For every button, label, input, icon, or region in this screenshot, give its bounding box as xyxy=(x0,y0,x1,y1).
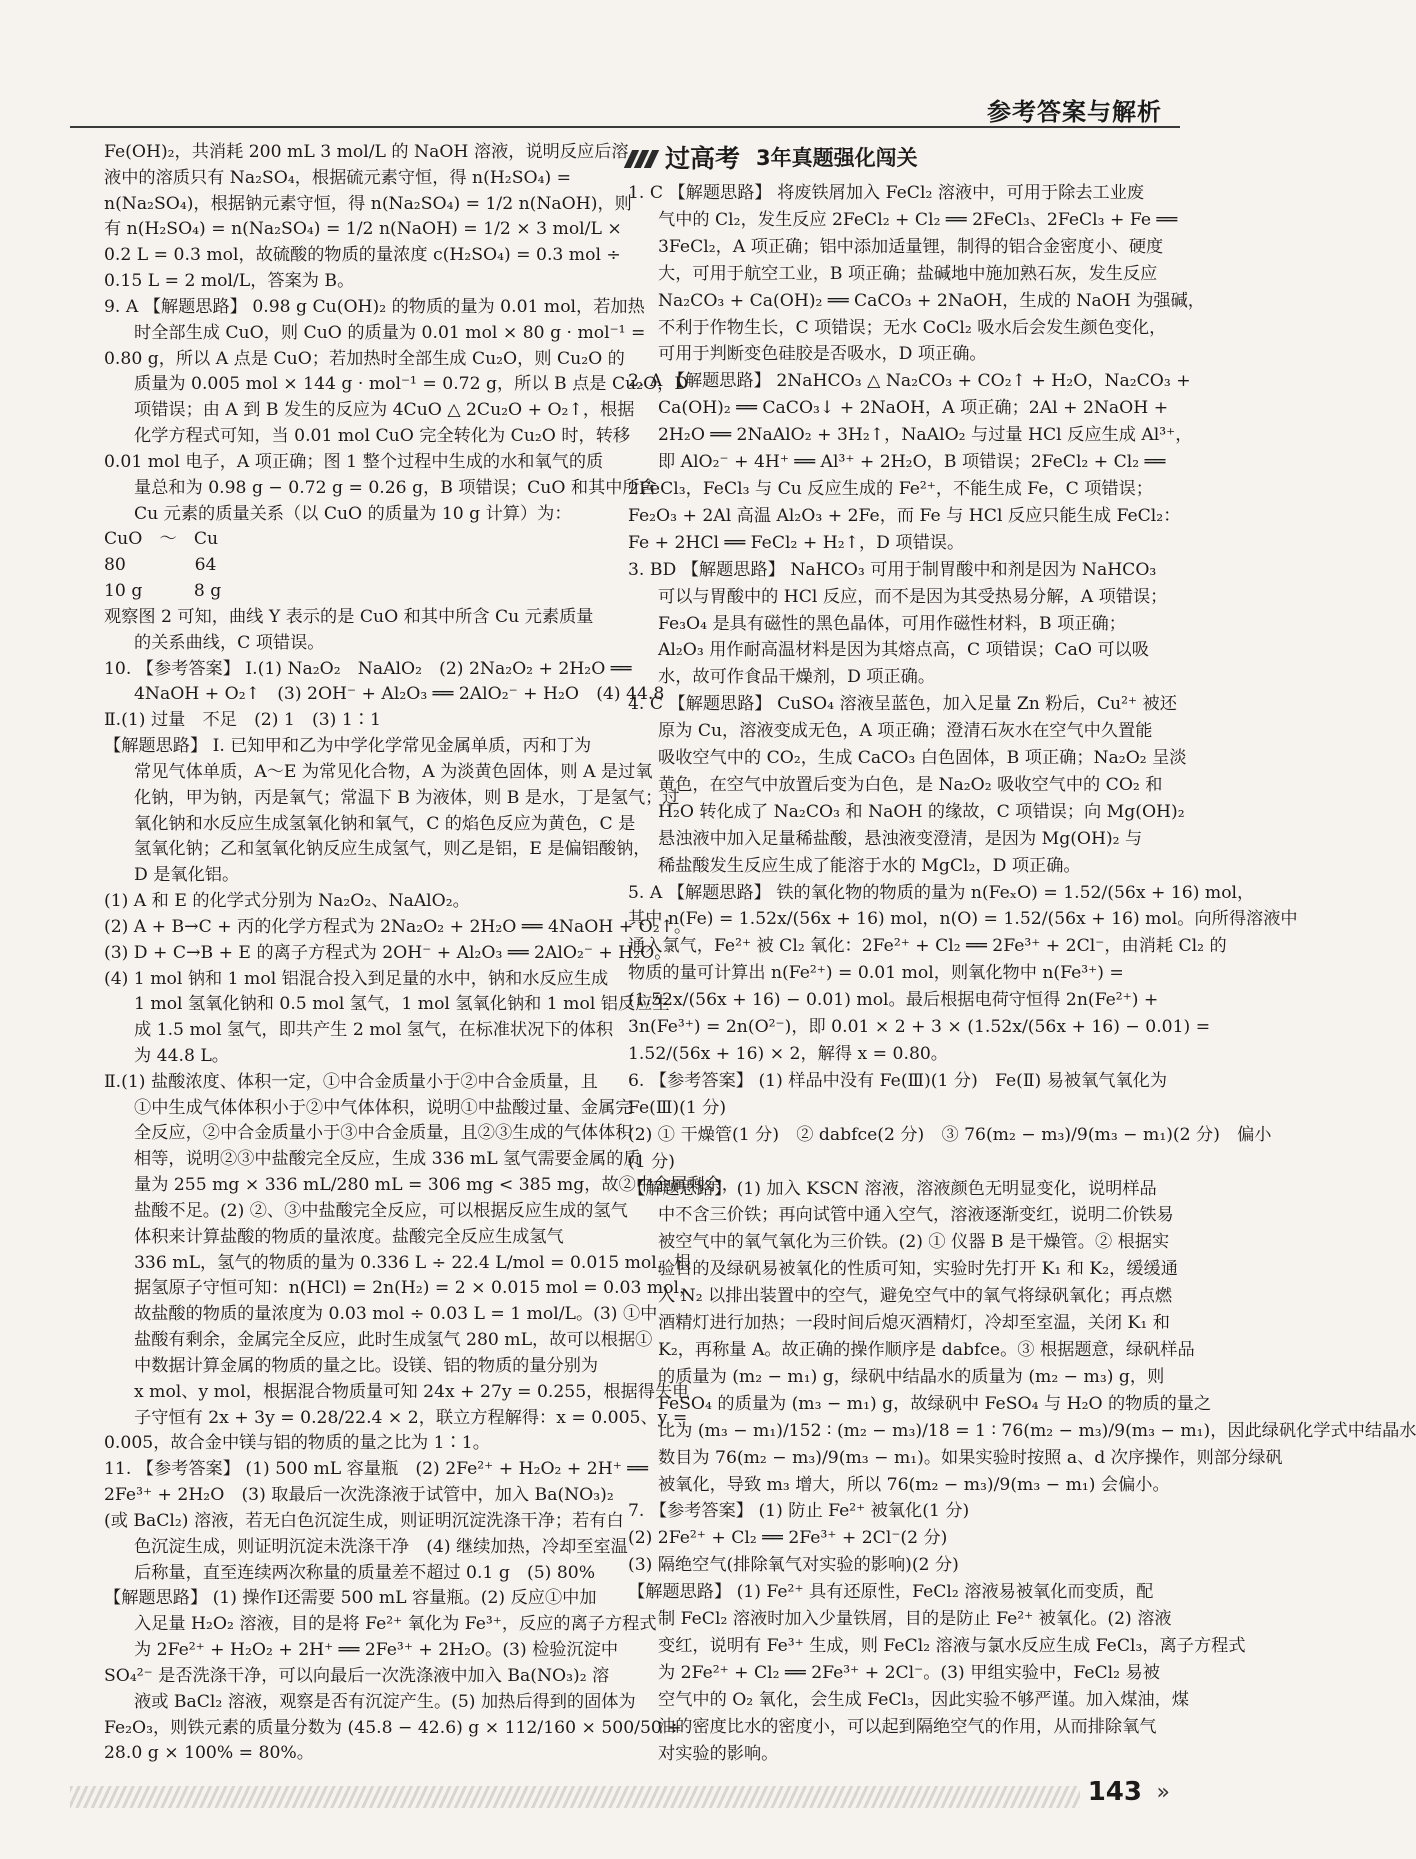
left_column-line: 1 mol 氢氧化钠和 0.5 mol 氢气，1 mol 氢氧化钠和 1 mol 铝反应生 xyxy=(134,994,670,1015)
left_column-line: 336 mL，氢气的物质的量为 0.336 L ÷ 22.4 L/mol = 0.015 mol，根 xyxy=(134,1252,692,1273)
left_column-line: 28.0 g × 100% = 80%。 xyxy=(104,1743,314,1764)
section-subtitle: 3年真题强化闯关 xyxy=(756,146,918,171)
right_column-line: 的质量为 (m₂ − m₁) g，绿矾中结晶水的质量为 (m₂ − m₃) g，则 xyxy=(658,1366,1165,1387)
right_column-line: 水，故可作食品干燥剂，D 项正确。 xyxy=(658,667,936,688)
left_column-line: 0.2 L = 0.3 mol，故硫酸的物质的量浓度 c(H₂SO₄) = 0.3 mol ÷ xyxy=(104,245,621,266)
left_column-line: 观察图 2 可知，曲线 Y 表示的是 CuO 和其中所含 Cu 元素质量 xyxy=(104,606,594,627)
left_column-line: CuO ～ Cu xyxy=(104,529,219,550)
right_column-line: 稀盐酸发生反应生成了能溶于水的 MgCl₂，D 项正确。 xyxy=(658,855,1081,876)
right_column-line: Fe + 2HCl ══ FeCl₂ + H₂↑，D 项错误。 xyxy=(628,532,965,553)
left_column-line: (或 BaCl₂) 溶液，若无白色沉淀生成，则证明沉淀洗涤干净；若有白 xyxy=(104,1510,624,1531)
section-banner xyxy=(628,140,1164,178)
header-title: 参考答案与解析 xyxy=(987,98,1162,126)
right_column-line: 可用于判断变色硅胶是否吸水，D 项正确。 xyxy=(658,344,987,365)
right_column-line: 变红，说明有 Fe³⁺ 生成，则 FeCl₂ 溶液与氯水反应生成 FeCl₃，离子方程式 xyxy=(658,1635,1246,1656)
page-number: 143 xyxy=(1087,1777,1142,1807)
right_column-line: 悬浊液中加入足量稀盐酸，悬浊液变澄清，是因为 Mg(OH)₂ 与 xyxy=(658,828,1143,849)
right_column-line: H₂O 转化成了 Na₂CO₃ 和 NaOH 的缘故，C 项错误；向 Mg(OH)₂ xyxy=(658,801,1185,822)
right_column-line: 制 FeCl₂ 溶液时加入少量铁屑，目的是防止 Fe²⁺ 被氧化。(2) 溶液 xyxy=(658,1609,1172,1630)
left_column-line: Ⅱ.(1) 过量 不足 (2) 1 (3) 1∶1 xyxy=(104,710,381,731)
left_column-line: 为 2Fe²⁺ + H₂O₂ + 2H⁺ ══ 2Fe³⁺ + 2H₂O。(3) 检验沉淀中 xyxy=(134,1640,619,1661)
left_column-line: 质量为 0.005 mol × 144 g · mol⁻¹ = 0.72 g，所以 B 点是 Cu₂O，D xyxy=(134,374,689,395)
left_column-line: Cu 元素的质量关系（以 CuO 的质量为 10 g 计算）为： xyxy=(134,503,572,524)
left_column-line: 4NaOH + O₂↑ (3) 2OH⁻ + Al₂O₃ ══ 2AlO₂⁻ + H₂O (4) 44.8 xyxy=(134,684,665,705)
right_column-line: 可以与胃酸中的 HCl 反应，而不是因为其受热易分解，A 项错误； xyxy=(658,586,1168,607)
right_column-line: 空气中的 O₂ 氧化，会生成 FeCl₃，因此实验不够严谨。加入煤油，煤 xyxy=(658,1689,1189,1710)
left_column-line: 有 n(H₂SO₄) = n(Na₂SO₄) = 1/2 n(NaOH) = 1/2 × 3 mol/L × xyxy=(104,219,622,240)
right_column-line: 油的密度比水的密度小，可以起到隔绝空气的作用，从而排除氧气 xyxy=(658,1716,1157,1737)
left_column-line: (3) D + C→B + E 的离子方程式为 2OH⁻ + Al₂O₃ ══ 2AlO₂⁻ + H₂O。 xyxy=(104,942,672,963)
right_column-line: 通入氯气，Fe²⁺ 被 Cl₂ 氧化：2Fe²⁺ + Cl₂ ══ 2Fe³⁺ + 2Cl⁻，由消耗 Cl₂ 的 xyxy=(628,936,1227,957)
right_column-line: 黄色，在空气中放置后变为白色，是 Na₂O₂ 吸收空气中的 CO₂ 和 xyxy=(658,774,1163,795)
left_column-line: 盐酸有剩余，金属完全反应，此时生成氢气 280 mL，故可以根据① xyxy=(134,1330,653,1351)
left_column-line: 氢氧化钠；乙和氢氧化钠反应生成氢气，则乙是铝，E 是偏铝酸钠， xyxy=(134,839,651,860)
left_column-line: 化钠，甲为钠，丙是氧气；常温下 B 为液体，则 B 是水，丁是氢气；过 xyxy=(134,787,680,808)
left_column-line: 量为 255 mg × 336 mL/280 mL = 306 mg < 385 mg，故②中金属剩余， xyxy=(134,1175,739,1196)
left_column-line: 10. 【参考答案】 Ⅰ.(1) Na₂O₂ NaAlO₂ (2) 2Na₂O₂ + 2H₂O ══ xyxy=(104,658,632,679)
right_column-line: 被空气中的氧气氧化为三价铁。(2) ① 仪器 B 是干燥管。② 根据实 xyxy=(658,1232,1170,1253)
left_column-line: 的关系曲线，C 项错误。 xyxy=(134,632,325,653)
right_column-line: Fe(Ⅲ)(1 分) xyxy=(628,1097,727,1118)
right_column-line: 被氧化，导致 m₃ 增大，所以 76(m₂ − m₃)/9(m₃ − m₁) 会偏小。 xyxy=(658,1474,1170,1495)
left_column-line: 【解题思路】 (1) 操作Ⅰ还需要 500 mL 容量瓶。(2) 反应①中加 xyxy=(104,1588,597,1609)
right_column-line: 酒精灯进行加热；一段时间后熄灭酒精灯，冷却至室温，关闭 K₁ 和 xyxy=(658,1313,1170,1334)
right_column-line: (1 分) xyxy=(628,1151,675,1172)
right_column-line: 2FeCl₃，FeCl₃ 与 Cu 反应生成的 Fe²⁺，不能生成 Fe，C 项错误； xyxy=(628,478,1153,499)
left_column-line: 9. A 【解题思路】 0.98 g Cu(OH)₂ 的物质的量为 0.01 mol，若加热 xyxy=(104,296,645,317)
left_column-line: 色沉淀生成，则证明沉淀未洗涤干净 (4) 继续加热，冷却至室温 xyxy=(134,1536,628,1557)
right_column-line: 中不含三价铁；再向试管中通入空气，溶液逐渐变红，说明二价铁易 xyxy=(658,1205,1174,1226)
left_column-line: x mol、y mol，根据混合物质量可知 24x + 27y = 0.255，根据得失电 xyxy=(134,1381,690,1402)
right_column-line: Fe₂O₃ + 2Al 高温 Al₂O₃ + 2Fe，而 Fe 与 HCl 反应只能生成 FeCl₂： xyxy=(628,505,1181,526)
footer-stripe xyxy=(70,1786,1080,1808)
right_column-line: 4. C 【解题思路】 CuSO₄ 溶液呈蓝色，加入足量 Zn 粉后，Cu²⁺ 被还 xyxy=(628,694,1177,715)
right_column-line: 大，可用于航空工业，B 项正确；盐碱地中施加熟石灰，发生反应 xyxy=(658,263,1158,284)
left_column-line: 盐酸不足。(2) ②、③中盐酸完全反应，可以根据反应生成的氢气 xyxy=(134,1200,628,1221)
right_column-line: 对实验的影响。 xyxy=(658,1743,779,1764)
right_column-line: 验目的及绿矾易被氧化的性质可知，实验时先打开 K₁ 和 K₂，缓缓通 xyxy=(658,1259,1178,1280)
right_column-line: 物质的量可计算出 n(Fe²⁺) = 0.01 mol，则氧化物中 n(Fe³⁺) = xyxy=(628,963,1124,984)
left_column-line: Ⅱ.(1) 盐酸浓度、体积一定，①中合金质量小于②中合金质量，且 xyxy=(104,1071,598,1092)
banner-stripes-icon xyxy=(628,150,655,168)
left_column-line: 化学方程式可知，当 0.01 mol CuO 完全转化为 Cu₂O 时，转移 xyxy=(134,426,631,447)
left_column-line: 0.01 mol 电子，A 项正确；图 1 整个过程中生成的水和氧气的质 xyxy=(104,451,604,472)
left_column-line: (4) 1 mol 钠和 1 mol 铝混合投入到足量的水中，钠和水反应生成 xyxy=(104,968,609,989)
right_column-line: 即 AlO₂⁻ + 4H⁺ ══ Al³⁺ + 2H₂O，B 项错误；2FeCl₂ + Cl₂ ══ xyxy=(658,452,1166,473)
right_column-line: Ca(OH)₂ ══ CaCO₃↓ + 2NaOH，A 项正确；2Al + 2NaOH + xyxy=(658,398,1169,419)
right_column-line: 其中 n(Fe) = 1.52x/(56x + 16) mol，n(O) = 1.52/(56x + 16) mol。向所得溶液中 xyxy=(628,909,1298,930)
right_column-line: (2) 2Fe²⁺ + Cl₂ ══ 2Fe³⁺ + 2Cl⁻(2 分) xyxy=(628,1528,948,1549)
right_column-line: (2) ① 干燥管(1 分) ② dabfce(2 分) ③ 76(m₂ − m₃)/9(m₃ − m₁)(2 分) 偏小 xyxy=(628,1124,1272,1145)
left_column-line: 【解题思路】 Ⅰ. 已知甲和乙为中学化学常见金属单质，丙和丁为 xyxy=(104,736,592,757)
right_column-line: 入 N₂ 以排出装置中的空气，避免空气中的氧气将绿矾氧化；再点燃 xyxy=(658,1286,1173,1307)
right_column-line: 原为 Cu，溶液变成无色，A 项正确；澄清石灰水在空气中久置能 xyxy=(658,721,1153,742)
right_column-line: (3) 隔绝空气(排除氧气对实验的影响)(2 分) xyxy=(628,1555,959,1576)
right_column-line: 7. 【参考答案】 (1) 防止 Fe²⁺ 被氧化(1 分) xyxy=(628,1501,970,1522)
right_column-line: 【解题思路】 (1) 加入 KSCN 溶液，溶液颜色无明显变化，说明样品 xyxy=(628,1178,1157,1199)
left_column-line: 0.15 L = 2 mol/L，答案为 B。 xyxy=(104,271,355,292)
right_column-line: 吸收空气中的 CO₂，生成 CaCO₃ 白色固体，B 项正确；Na₂O₂ 呈淡 xyxy=(658,748,1187,769)
next-arrow-icon: » xyxy=(1156,1780,1170,1805)
left_column-line: Fe₂O₃，则铁元素的质量分数为 (45.8 − 42.6) g × 112/160 × 500/50 ÷ xyxy=(104,1717,682,1738)
left_column-line: 为 44.8 L。 xyxy=(134,1045,229,1066)
right_column-line: 1.52/(56x + 16) × 2，解得 x = 0.80。 xyxy=(628,1044,949,1064)
section-title: 过高考 xyxy=(665,144,741,174)
left_column-line: 中数据计算金属的物质的量之比。设镁、铝的物质的量分别为 xyxy=(134,1355,599,1376)
left_column-line: 0.80 g，所以 A 点是 CuO；若加热时全部生成 Cu₂O，则 Cu₂O 的 xyxy=(104,348,625,369)
right_column-line: Al₂O₃ 用作耐高温材料是因为其熔点高，C 项错误；CaO 可以吸 xyxy=(658,640,1149,661)
left_column-line: (2) A + B→C + 丙的化学方程式为 2Na₂O₂ + 2H₂O ══ 4NaOH + O₂↑。 xyxy=(104,916,692,937)
left_column-line: D 是氧化铝。 xyxy=(134,865,240,886)
right_column-line: FeSO₄ 的质量为 (m₃ − m₁) g，故绿矾中 FeSO₄ 与 H₂O 的物质的量之 xyxy=(658,1393,1212,1414)
left_column-line: 后称量，直至连续两次称量的质量差不超过 0.1 g (5) 80% xyxy=(134,1562,596,1583)
right_column-line: 3. BD 【解题思路】 NaHCO₃ 可用于制胃酸中和剂是因为 NaHCO₃ xyxy=(628,559,1157,580)
right_column-line: K₂，再称量 A。故正确的操作顺序是 dabfce。③ 根据题意，绿矾样品 xyxy=(658,1339,1195,1360)
right_column-line: (1.52x/(56x + 16) − 0.01) mol。最后根据电荷守恒得 2n(Fe²⁺) + xyxy=(628,990,1159,1011)
right_column-line: 数目为 76(m₂ − m₃)/9(m₃ − m₁)。如果实验时按照 a、d 次序操作，则部分绿矾 xyxy=(658,1447,1283,1468)
right_column-line: Fe₃O₄ 是具有磁性的黑色晶体，可用作磁性材料，B 项正确； xyxy=(658,613,1126,634)
right-column xyxy=(628,140,1416,1767)
left_column-line: 量总和为 0.98 g − 0.72 g = 0.26 g，B 项错误；CuO 和其中所含 xyxy=(134,477,657,498)
left_column-line: SO₄²⁻ 是否洗涤干净，可以向最后一次洗涤液中加入 Ba(NO₃)₂ 溶 xyxy=(104,1665,610,1686)
left_column-line: 氧化钠和水反应生成氢氧化钠和氧气，C 的焰色反应为黄色，C 是 xyxy=(134,813,636,834)
left_column-line: 项错误；由 A 到 B 发生的反应为 4CuO △ 2Cu₂O + O₂↑，根据 xyxy=(134,400,635,421)
left_column-line: 成 1.5 mol 氢气，即共产生 2 mol 氢气，在标准状况下的体积 xyxy=(134,1020,614,1041)
right_column-line: 5. A 【解题思路】 铁的氧化物的物质的量为 n(FeₓO) = 1.52/(56x + 16) mol， xyxy=(628,882,1255,903)
right_column-line: 3n(Fe³⁺) = 2n(O²⁻)，即 0.01 × 2 + 3 × (1.52x/(56x + 16) − 0.01) = xyxy=(628,1017,1211,1038)
left_column-line: 时全部生成 CuO，则 CuO 的质量为 0.01 mol × 80 g · mol⁻¹ = xyxy=(134,322,646,343)
left_column-line: Fe(OH)₂，共消耗 200 mL 3 mol/L 的 NaOH 溶液，说明反应后溶 xyxy=(104,142,629,162)
right_column-line: 气中的 Cl₂，发生反应 2FeCl₂ + Cl₂ ══ 2FeCl₃、2FeCl₃ + Fe ══ xyxy=(658,209,1178,230)
right_column-line: 3FeCl₂，A 项正确；铝中添加适量锂，制得的铝合金密度小、硬度 xyxy=(658,236,1164,257)
right_column-line: 为 2Fe²⁺ + Cl₂ ══ 2Fe³⁺ + 2Cl⁻。(3) 甲组实验中，FeCl₂ 易被 xyxy=(658,1662,1160,1683)
left_column-line: 入足量 H₂O₂ 溶液，目的是将 Fe²⁺ 氧化为 Fe³⁺，反应的离子方程式 xyxy=(134,1614,657,1635)
left_column-line: 80 64 xyxy=(104,555,217,576)
header-rule xyxy=(70,126,1180,128)
left_column-line: 子守恒有 2x + 3y = 0.28/22.4 × 2，联立方程解得：x = 0.005、y = xyxy=(134,1407,688,1428)
left_column-line: 10 g 8 g xyxy=(104,581,222,602)
right-column-body xyxy=(628,180,1416,1767)
left_column-line: 全反应，②中合金质量小于③中合金质量，且②③生成的气体体积 xyxy=(134,1123,633,1144)
right_column-line: 2H₂O ══ 2NaAlO₂ + 3H₂↑，NaAlO₂ 与过量 HCl 反应生成 Al³⁺， xyxy=(658,425,1193,446)
right_column-line: Na₂CO₃ + Ca(OH)₂ ══ CaCO₃ + 2NaOH，生成的 NaOH 为强碱， xyxy=(658,290,1205,311)
left_column-line: 液中的溶质只有 Na₂SO₄，根据硫元素守恒，得 n(H₂SO₄) = xyxy=(104,167,572,188)
right_column-line: 1. C 【解题思路】 将废铁屑加入 FeCl₂ 溶液中，可用于除去工业废 xyxy=(628,183,1145,203)
right_column-line: 不利于作物生长，C 项错误；无水 CoCl₂ 吸水后会发生颜色变化， xyxy=(658,317,1167,338)
right_column-line: 比为 (m₃ − m₁)/152 ∶ (m₂ − m₃)/18 = 1 ∶ 76(m₂ − m₃)/9(m₃ − m₁)，因此绿矾化学式中结晶水 xyxy=(658,1420,1416,1441)
left_column-line: 2Fe³⁺ + 2H₂O (3) 取最后一次洗涤液于试管中，加入 Ba(NO₃)₂ xyxy=(104,1485,614,1506)
left_column-line: n(Na₂SO₄)，根据钠元素守恒，得 n(Na₂SO₄) = 1/2 n(NaOH)，则 xyxy=(104,193,632,214)
left_column-line: (1) A 和 E 的化学式分别为 Na₂O₂、NaAlO₂。 xyxy=(104,891,470,912)
left_column-line: 0.005，故合金中镁与铝的物质的量之比为 1∶1。 xyxy=(104,1433,490,1454)
left_column-line: 常见气体单质，A～E 为常见化合物，A 为淡黄色固体，则 A 是过氧 xyxy=(134,761,653,782)
left_column-line: 相等，说明②③中盐酸完全反应，生成 336 mL 氢气需要金属的质 xyxy=(134,1149,641,1170)
left_column-line: 体积来计算盐酸的物质的量浓度。盐酸完全反应生成氢气 xyxy=(134,1226,564,1247)
left_column-line: 据氢原子守恒可知：n(HCl) = 2n(H₂) = 2 × 0.015 mol = 0.03 mol， xyxy=(134,1278,697,1299)
left_column-line: ①中生成气体体积小于②中气体体积，说明①中盐酸过量、金属完 xyxy=(134,1097,633,1118)
right_column-line: 6. 【参考答案】 (1) 样品中没有 Fe(Ⅲ)(1 分) Fe(Ⅱ) 易被氧气氧化为 xyxy=(628,1070,1168,1091)
right_column-line: 【解题思路】 (1) Fe²⁺ 具有还原性，FeCl₂ 溶液易被氧化而变质，配 xyxy=(628,1582,1154,1603)
left_column-line: 11. 【参考答案】 (1) 500 mL 容量瓶 (2) 2Fe²⁺ + H₂O₂ + 2H⁺ ══ xyxy=(104,1459,648,1480)
left_column-line: 液或 BaCl₂ 溶液，观察是否有沉淀产生。(5) 加热后得到的固体为 xyxy=(134,1691,636,1712)
right_column-line: 2. A 【解题思路】 2NaHCO₃ △ Na₂CO₃ + CO₂↑ + H₂O，Na₂CO₃ + xyxy=(628,371,1191,392)
left_column-line: 故盐酸的物质的量浓度为 0.03 mol ÷ 0.03 L = 1 mol/L。(3) ①中 xyxy=(134,1304,658,1325)
